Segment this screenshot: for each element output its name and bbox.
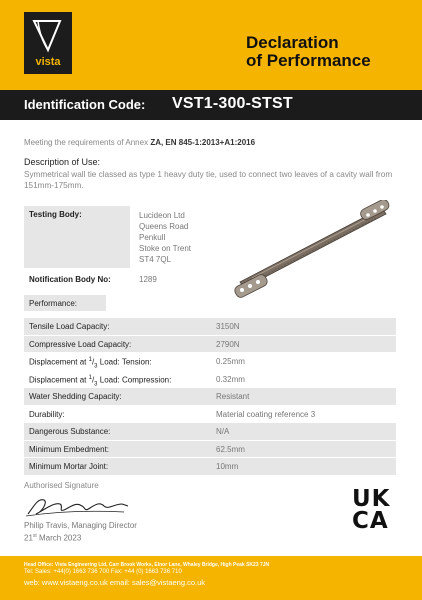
title-line-1: Declaration (246, 33, 339, 52)
date-rest: March 2023 (36, 533, 82, 543)
fraction-numerator: 1 (88, 357, 92, 363)
table-row (24, 353, 396, 371)
row-label-pre: Displacement at (29, 357, 89, 367)
header-band (0, 0, 422, 90)
row-label: Compressive Load Capacity: (29, 339, 132, 349)
testing-body-label: Testing Body: (29, 210, 82, 219)
date-suffix: st (32, 533, 37, 539)
table-row (24, 371, 396, 389)
logo-text: vista (35, 56, 61, 68)
address-line: Stoke on Trent (139, 244, 192, 253)
table-row (24, 406, 396, 424)
requirements-line (24, 138, 255, 147)
row-value: Resistant (216, 392, 250, 401)
table-row (24, 388, 396, 406)
row-value: Material coating reference 3 (216, 409, 316, 419)
row-value: 10mm (216, 462, 239, 471)
signature-date (24, 533, 81, 543)
row-value: 2790N (216, 339, 240, 349)
vista-logo (24, 12, 72, 74)
wall-tie-image (232, 200, 392, 300)
table-row (24, 458, 396, 476)
address-line: Lucideon Ltd (139, 211, 185, 220)
row-value: 62.5mm (216, 444, 245, 454)
ukca-line-1: UK (352, 486, 391, 512)
fraction-numerator: 1 (88, 374, 92, 381)
fraction-denominator: 3 (94, 363, 98, 370)
footer-web-email: web: www.vistaeng.co.uk email: sales@vistaeng.co.uk (24, 578, 206, 587)
footer-phones: Tel: Sales: +44(0) 1663 736 700 Fax: +44 (0) 1663 736 710 (24, 569, 182, 575)
date-day: 21 (24, 533, 33, 543)
footer-band (0, 556, 422, 600)
row-label: Displacement at $^1/_3$ Load: Tension: (29, 357, 152, 370)
authorised-signature-heading: Authorised Signature (24, 481, 99, 490)
testing-body-address (139, 210, 191, 265)
title-line-2: of Performance (246, 51, 371, 70)
address-line: Queens Road (139, 222, 189, 231)
row-label: Minimum Embedment: (29, 444, 110, 454)
row-value: 0.25mm (216, 357, 245, 366)
requirements-standard: ZA, EN 845-1:2013+A1:2016 (150, 138, 256, 147)
row-value: 3150N (216, 322, 240, 331)
notification-body-label: Notification Body No: (29, 275, 111, 284)
document-title (246, 34, 371, 70)
row-label: Displacement at $^1/_3$ Load: Compression: (29, 374, 172, 387)
vista-logo-mark-icon (30, 18, 66, 54)
table-row (24, 441, 396, 459)
row-value: N/A (216, 427, 230, 436)
table-row (24, 423, 396, 441)
performance-heading: Performance: (29, 299, 78, 308)
description-text: Symmetrical wall tie classed as type 1 heavy duty tie, used to connect two leaves of a cavity wall from 151mm-175mm. (24, 170, 393, 190)
row-label-post: Load: Tension: (97, 357, 152, 367)
row-label: Minimum Mortar Joint: (29, 462, 109, 471)
row-label: Dangerous Substance: (29, 427, 111, 436)
fraction-denominator: 3 (94, 380, 98, 387)
requirements-prefix: Meeting the requirements of Annex (24, 138, 149, 147)
address-line: ST4 7QL (139, 255, 172, 264)
notification-body-number: 1289 (139, 275, 157, 284)
ukca-line-2: CA (352, 508, 389, 534)
table-row (24, 318, 396, 336)
identification-bar (0, 90, 422, 120)
identification-code: VST1-300-STST (172, 95, 293, 112)
row-label-pre: Displacement at (29, 375, 89, 385)
row-label-post: Load: Compression: (97, 375, 172, 385)
performance-table (24, 318, 396, 476)
row-value: 0.32mm (216, 374, 245, 384)
address-line: Penkull (139, 233, 166, 242)
ukca-mark (352, 488, 400, 532)
footer-address: Head Office: Vista Engineering Ltd, Carr Brook Works, Elnor Lane, Whaley Bridge, High Peak SK23 7JN (24, 562, 270, 568)
description-heading: Description of Use: (24, 157, 101, 167)
row-label: Tensile Load Capacity: (29, 322, 110, 331)
identification-label: Identification Code: (24, 97, 146, 112)
handwritten-signature (24, 492, 134, 520)
row-label: Water Shedding Capacity: (29, 392, 122, 401)
signer-name: Philip Travis, Managing Director (24, 521, 137, 530)
table-row (24, 336, 396, 354)
row-label: Durability: (29, 409, 65, 419)
